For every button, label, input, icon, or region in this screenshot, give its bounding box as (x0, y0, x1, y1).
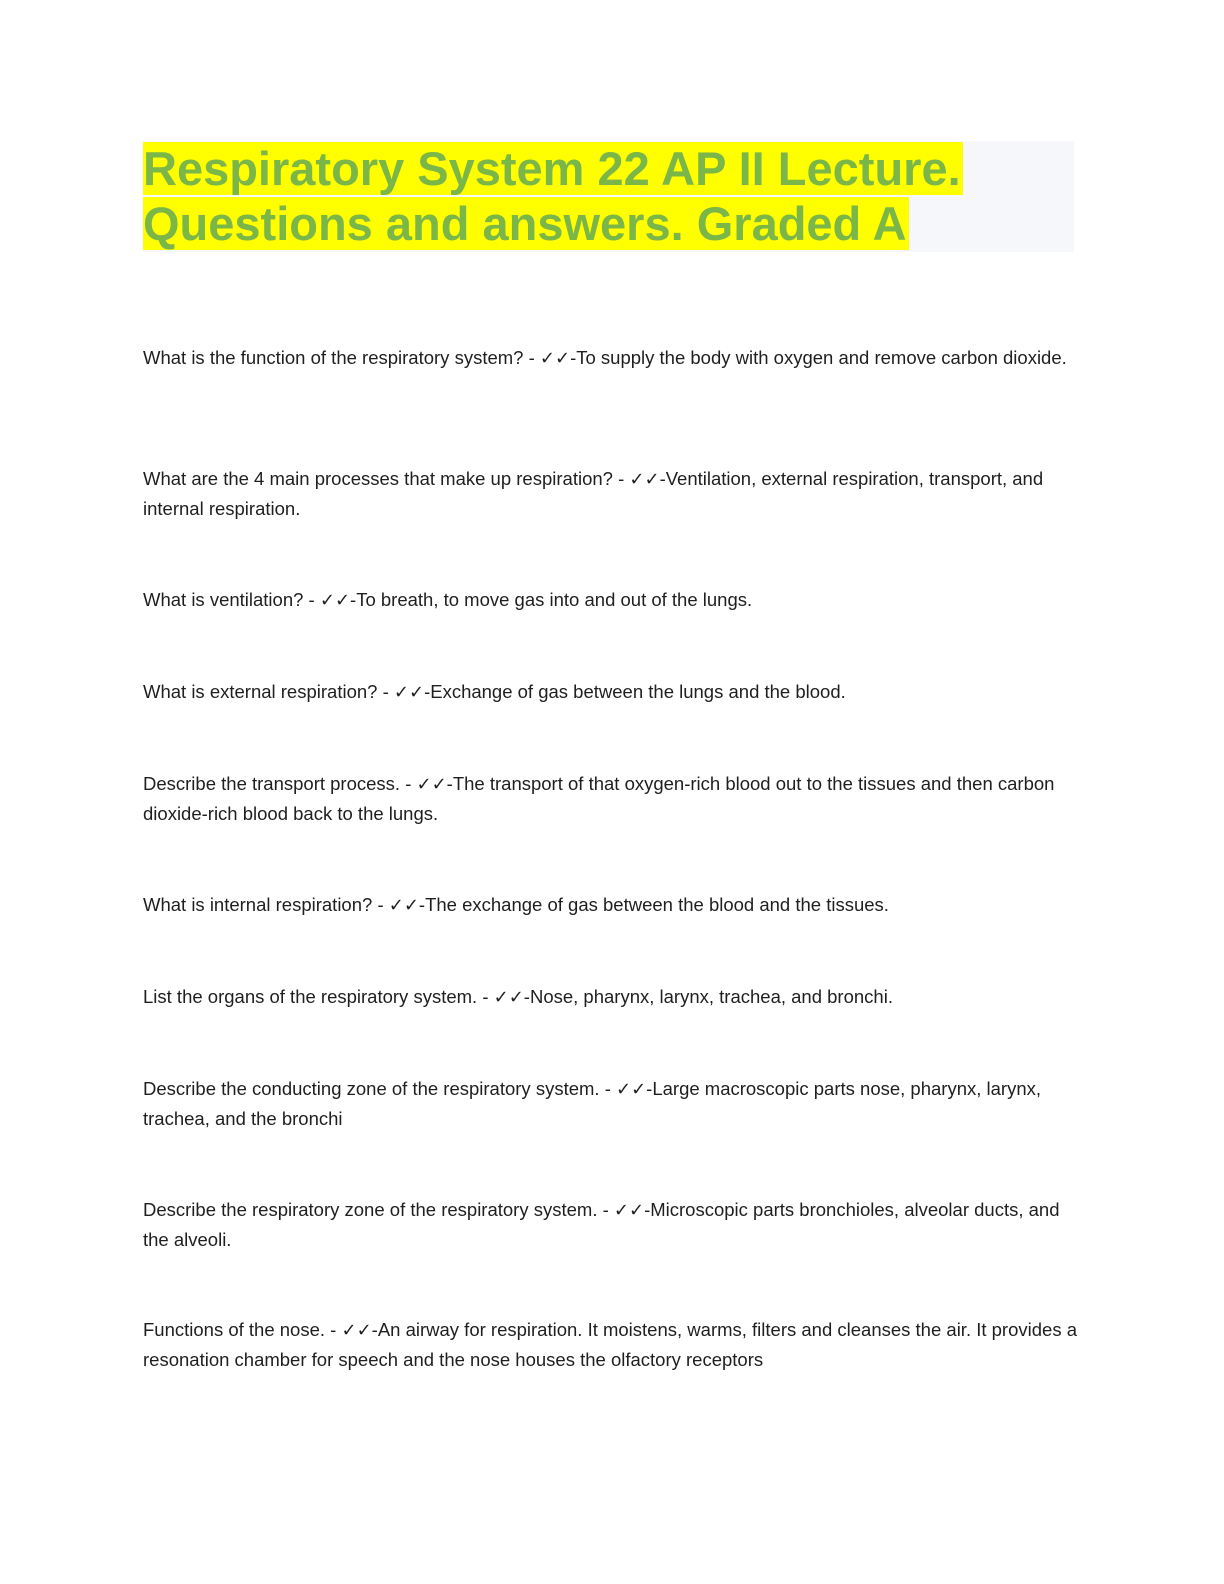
qa-item (143, 890, 1083, 920)
qa-item (143, 677, 1083, 707)
answer-text: -Exchange of gas between the lungs and the blood. (424, 681, 846, 702)
check-icon: ✓✓ (319, 590, 351, 611)
check-icon: ✓✓ (629, 469, 660, 490)
question-text: What is ventilation? - (143, 589, 315, 610)
check-icon: ✓✓ (416, 774, 447, 795)
answer-text: -Nose, pharynx, larynx, trachea, and bronchi. (523, 986, 893, 1007)
check-icon: ✓✓ (613, 1200, 645, 1221)
answer-text: -To supply the body with oxygen and remove carbon dioxide. (570, 347, 1067, 368)
question-text: What is external respiration? - (143, 681, 389, 702)
check-icon: ✓✓ (616, 1079, 647, 1100)
qa-item (143, 343, 1083, 373)
answer-text: -The exchange of gas between the blood and the tissues. (418, 894, 889, 915)
qa-item (143, 585, 1083, 615)
title-line-1: Respiratory System 22 AP II Lecture. (143, 142, 961, 195)
answer-text: -Large macroscopic parts nose, pharynx, larynx, trachea, and the bronchi (143, 1078, 1042, 1129)
document-title (143, 141, 1074, 252)
qa-item (143, 1315, 1083, 1374)
answer-text: -The transport of that oxygen-rich blood out to the tissues and then carbon dioxide-rich blood back to the lungs. (143, 773, 1055, 824)
qa-item (143, 982, 1083, 1012)
qa-item (143, 769, 1083, 828)
question-text: Describe the transport process. - (143, 773, 412, 794)
qa-item (143, 1195, 1083, 1254)
qa-item (143, 464, 1083, 523)
question-text: What is internal respiration? - (143, 894, 384, 915)
question-text: Describe the conducting zone of the respiratory system. - (143, 1078, 611, 1099)
question-text: Functions of the nose. - (143, 1319, 337, 1340)
answer-text: -Microscopic parts bronchioles, alveolar ducts, and the alveoli. (143, 1199, 1060, 1250)
title-line-2: Questions and answers. Graded A (143, 197, 907, 250)
question-text: What is the function of the respiratory system? - (143, 347, 535, 368)
question-text: Describe the respiratory zone of the respiratory system. - (143, 1199, 609, 1220)
question-text: List the organs of the respiratory system. - (143, 986, 489, 1007)
check-icon: ✓✓ (493, 987, 524, 1008)
answer-text: -An airway for respiration. It moistens, warms, filters and cleanses the air. It provides a resonation chamber for speech and the nose houses the olfactory receptors (143, 1319, 1077, 1370)
check-icon: ✓✓ (341, 1320, 372, 1341)
check-icon: ✓✓ (539, 348, 571, 369)
answer-text: -To breath, to move gas into and out of the lungs. (350, 589, 753, 610)
answer-text: -Ventilation, external respiration, transport, and internal respiration. (143, 468, 1044, 519)
qa-item (143, 1074, 1083, 1133)
question-text: What are the 4 main processes that make up respiration? - (143, 468, 625, 489)
check-icon: ✓✓ (393, 682, 425, 703)
check-icon: ✓✓ (388, 895, 419, 916)
